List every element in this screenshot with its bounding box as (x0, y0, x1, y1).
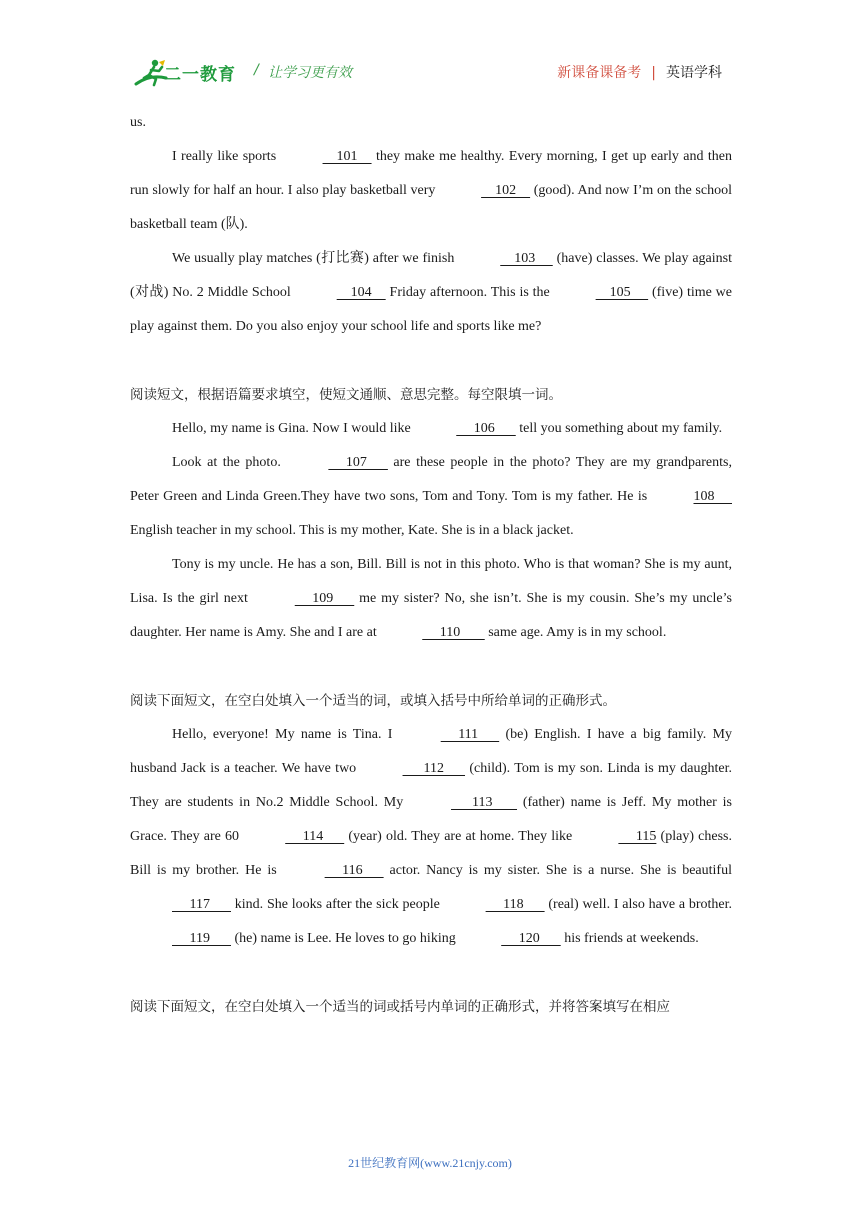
passage2-paragraph3: Tony is my uncle. He has a son, Bill. Bill is not in this photo. Who is that woman? She is my aunt, Lisa. Is the girl next 109 me my sister? No, she isn’t. She is my cousin. She’s my uncle’s daughter. Her name is Amy. She and I are at 110 same age. Amy is in my school. (130, 548, 732, 650)
passage2-paragraph1: Hello, my name is Gina. Now I would like 106 tell you something about my family. (130, 412, 732, 446)
blank-110: 110 (422, 625, 485, 640)
blank-104: 104 (336, 285, 386, 300)
header-subject-label: 英语学科 (666, 65, 722, 81)
blank-102: 102 (481, 183, 531, 198)
passage1-paragraph2: We usually play matches (打比赛) after we finish 103 (have) classes. We play against (对战) No. 2 Middle School 104 Friday afternoon. This is the 105 (five) time we play against them. Do you also enjoy your school life and sports like me? (130, 242, 732, 344)
passage2-instruction: 阅读短文，根据语篇要求填空，使短文通顺、意思完整。每空限填一词。 (130, 387, 562, 403)
blank-107: 107 (328, 455, 388, 470)
blank-112: 112 (402, 761, 466, 776)
passage3-paragraph1: Hello, everyone! My name is Tina. I 111 (be) English. I have a big family. My husband Jack is a teacher. We have two 112 (child). Tom is my son. Linda is my daughter. They are students in No.2 Middle School. My 113 (father) name is Jeff. My mother is Grace. They are 60 114 (year) old. They are at home. They like 115 (play) chess. Bill is my brother. He is 116 actor. Nancy is my sister. She is a nurse. She is beautiful 117 kind. She looks after the sick people 118 (real) well. I also have a brother. 119 (he) name is Lee. He loves to go hiking 120 his friends at weekends. (130, 718, 732, 956)
blank-113: 113 (451, 795, 518, 810)
blank-115: 115 (618, 829, 657, 844)
brand-slogan: 让学习更有效 (268, 65, 352, 81)
header-right (557, 62, 722, 82)
header-course-label: 新课备课备考 (557, 65, 642, 81)
blank-114: 114 (285, 829, 345, 844)
passage1-paragraph1: I really like sports 101 they make me healthy. Every morning, I get up early and then run slowly for half an hour. I also play basketball very 102 (good). And now I’m on the school basketball team (队). (130, 140, 732, 242)
blank-101: 101 (322, 149, 372, 164)
document-body (130, 106, 732, 1024)
passage3-instruction: 阅读下面短文，在空白处填入一个适当的词，或填入括号中所给单词的正确形式。 (130, 693, 616, 709)
passage2-paragraph2: Look at the photo. 107 are these people in the photo? They are my grandparents, Peter Green and Linda Green.They have two sons, Tom and Tony. Tom is my father. He is 108 English teacher in my school. This is my mother, Kate. She is in a black jacket. (130, 446, 732, 548)
brand-name: 二一教育 (164, 65, 236, 85)
blank-106: 106 (456, 421, 516, 436)
blank-109: 109 (294, 591, 355, 606)
blank-119: 119 (172, 931, 231, 946)
page-header (0, 0, 860, 100)
page-footer: 21世纪教育网(www.21cnjy.com) (348, 1156, 512, 1170)
passage4-instruction: 阅读下面短文，在空白处填入一个适当的词或括号内单词的正确形式，并将答案填写在相应 (130, 999, 670, 1015)
blank-117: 117 (172, 897, 231, 912)
blank-116: 116 (324, 863, 384, 878)
header-slash: / (254, 62, 259, 78)
blank-108: 108 (693, 489, 732, 504)
blank-105: 105 (595, 285, 649, 300)
header-separator: | (651, 65, 656, 81)
blank-111: 111 (440, 727, 500, 742)
passage1-continuation: us. (130, 115, 146, 130)
blank-120: 120 (501, 931, 561, 946)
blank-118: 118 (485, 897, 545, 912)
blank-103: 103 (500, 251, 553, 266)
